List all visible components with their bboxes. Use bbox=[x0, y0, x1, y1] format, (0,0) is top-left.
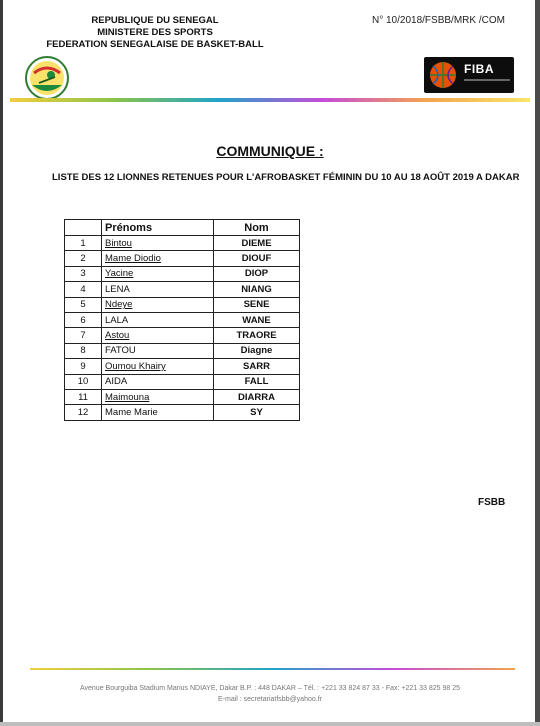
first-name-text: LENA bbox=[105, 283, 130, 295]
first-name-text: Mame Marie bbox=[105, 406, 158, 418]
header-last-name: Nom bbox=[214, 220, 300, 236]
row-last-name: TRAORE bbox=[214, 328, 300, 343]
table-row bbox=[65, 266, 300, 281]
letterhead-federation: FEDERATION SENEGALAISE DE BASKET-BALL bbox=[46, 39, 264, 50]
table-row bbox=[65, 343, 300, 358]
table-row bbox=[65, 312, 300, 327]
table-header-row bbox=[65, 220, 300, 236]
page-subtitle: LISTE DES 12 LIONNES RETENUES POUR L'AFROBASKET FÉMININ DU 10 AU 18 AOÛT 2019 A DAKAR bbox=[52, 172, 520, 183]
row-number: 3 bbox=[65, 266, 102, 281]
first-name-text: Maimouna bbox=[105, 391, 150, 403]
row-first-name bbox=[102, 251, 214, 266]
fiba-tagline-bar bbox=[464, 79, 510, 81]
first-name-text: FATOU bbox=[105, 345, 136, 357]
row-first-name bbox=[102, 359, 214, 374]
first-name-text: Mame Diodio bbox=[105, 253, 161, 265]
table-row bbox=[65, 389, 300, 404]
page-title bbox=[0, 143, 540, 159]
header-first-name: Prénoms bbox=[102, 220, 214, 236]
first-name-text: Oumou Khairy bbox=[105, 360, 166, 372]
signature: FSBB bbox=[478, 497, 506, 508]
row-number: 6 bbox=[65, 312, 102, 327]
letterhead-republic: REPUBLIQUE DU SENEGAL bbox=[91, 15, 219, 26]
table-row bbox=[65, 374, 300, 389]
row-first-name bbox=[102, 266, 214, 281]
table-row bbox=[65, 359, 300, 374]
row-number: 7 bbox=[65, 328, 102, 343]
row-first-name bbox=[102, 343, 214, 358]
basketball-icon bbox=[428, 60, 458, 90]
photo-frame-bottom bbox=[0, 722, 540, 726]
first-name-text: AIDA bbox=[105, 376, 128, 388]
fsbb-logo bbox=[24, 55, 70, 101]
row-first-name bbox=[102, 297, 214, 312]
table-row bbox=[65, 236, 300, 251]
table-row bbox=[65, 251, 300, 266]
first-name-text: Ndeye bbox=[105, 299, 133, 311]
table-row bbox=[65, 405, 300, 420]
footer-email: E-mail : secretariatfsbb@yahoo.fr bbox=[218, 696, 322, 703]
row-number: 1 bbox=[65, 236, 102, 251]
row-last-name: SENE bbox=[214, 297, 300, 312]
row-number: 9 bbox=[65, 359, 102, 374]
first-name-text: Bintou bbox=[105, 237, 132, 249]
first-name-text: Astou bbox=[105, 330, 130, 342]
fiba-logo bbox=[424, 57, 514, 93]
row-first-name bbox=[102, 236, 214, 251]
row-last-name: SARR bbox=[214, 359, 300, 374]
row-number: 5 bbox=[65, 297, 102, 312]
row-first-name bbox=[102, 374, 214, 389]
row-first-name bbox=[102, 389, 214, 404]
row-number: 10 bbox=[65, 374, 102, 389]
roster-table bbox=[64, 219, 300, 421]
row-number: 2 bbox=[65, 251, 102, 266]
footer-address: Avenue Bourguiba Stadium Marius NDIAYE, Dakar B.P. : 448 DAKAR – Tél. : +221 33 824 87 33 - Fax: +221 33 825 98 25 bbox=[79, 685, 461, 692]
row-last-name: NIANG bbox=[214, 282, 300, 297]
row-number: 4 bbox=[65, 282, 102, 297]
row-last-name: DIARRA bbox=[214, 389, 300, 404]
first-name-text: Yacine bbox=[105, 268, 134, 280]
header-color-rule bbox=[10, 98, 530, 102]
letterhead bbox=[40, 15, 270, 51]
footer-color-rule bbox=[30, 668, 515, 670]
letterhead-ministry: MINISTERE DES SPORTS bbox=[97, 27, 213, 38]
row-first-name bbox=[102, 328, 214, 343]
row-first-name bbox=[102, 282, 214, 297]
row-last-name: Diagne bbox=[214, 343, 300, 358]
row-last-name: SY bbox=[214, 405, 300, 420]
row-number: 8 bbox=[65, 343, 102, 358]
photo-frame-left bbox=[0, 0, 3, 726]
page-title-text: COMMUNIQUE : bbox=[216, 143, 324, 159]
row-first-name bbox=[102, 405, 214, 420]
photo-frame-right bbox=[535, 0, 540, 726]
row-last-name: DIEME bbox=[214, 236, 300, 251]
row-last-name: DIOP bbox=[214, 266, 300, 281]
table-row bbox=[65, 328, 300, 343]
reference-number: N° 10/2018/FSBB/MRK /COM bbox=[372, 15, 505, 26]
header-number bbox=[65, 220, 102, 236]
footer bbox=[0, 683, 540, 705]
table-row bbox=[65, 297, 300, 312]
table-row bbox=[65, 282, 300, 297]
row-last-name: DIOUF bbox=[214, 251, 300, 266]
fiba-wordmark: FIBA bbox=[464, 62, 494, 76]
row-first-name bbox=[102, 312, 214, 327]
row-number: 12 bbox=[65, 405, 102, 420]
row-last-name: WANE bbox=[214, 312, 300, 327]
row-last-name: FALL bbox=[214, 374, 300, 389]
row-number: 11 bbox=[65, 389, 102, 404]
first-name-text: LALA bbox=[105, 314, 129, 326]
